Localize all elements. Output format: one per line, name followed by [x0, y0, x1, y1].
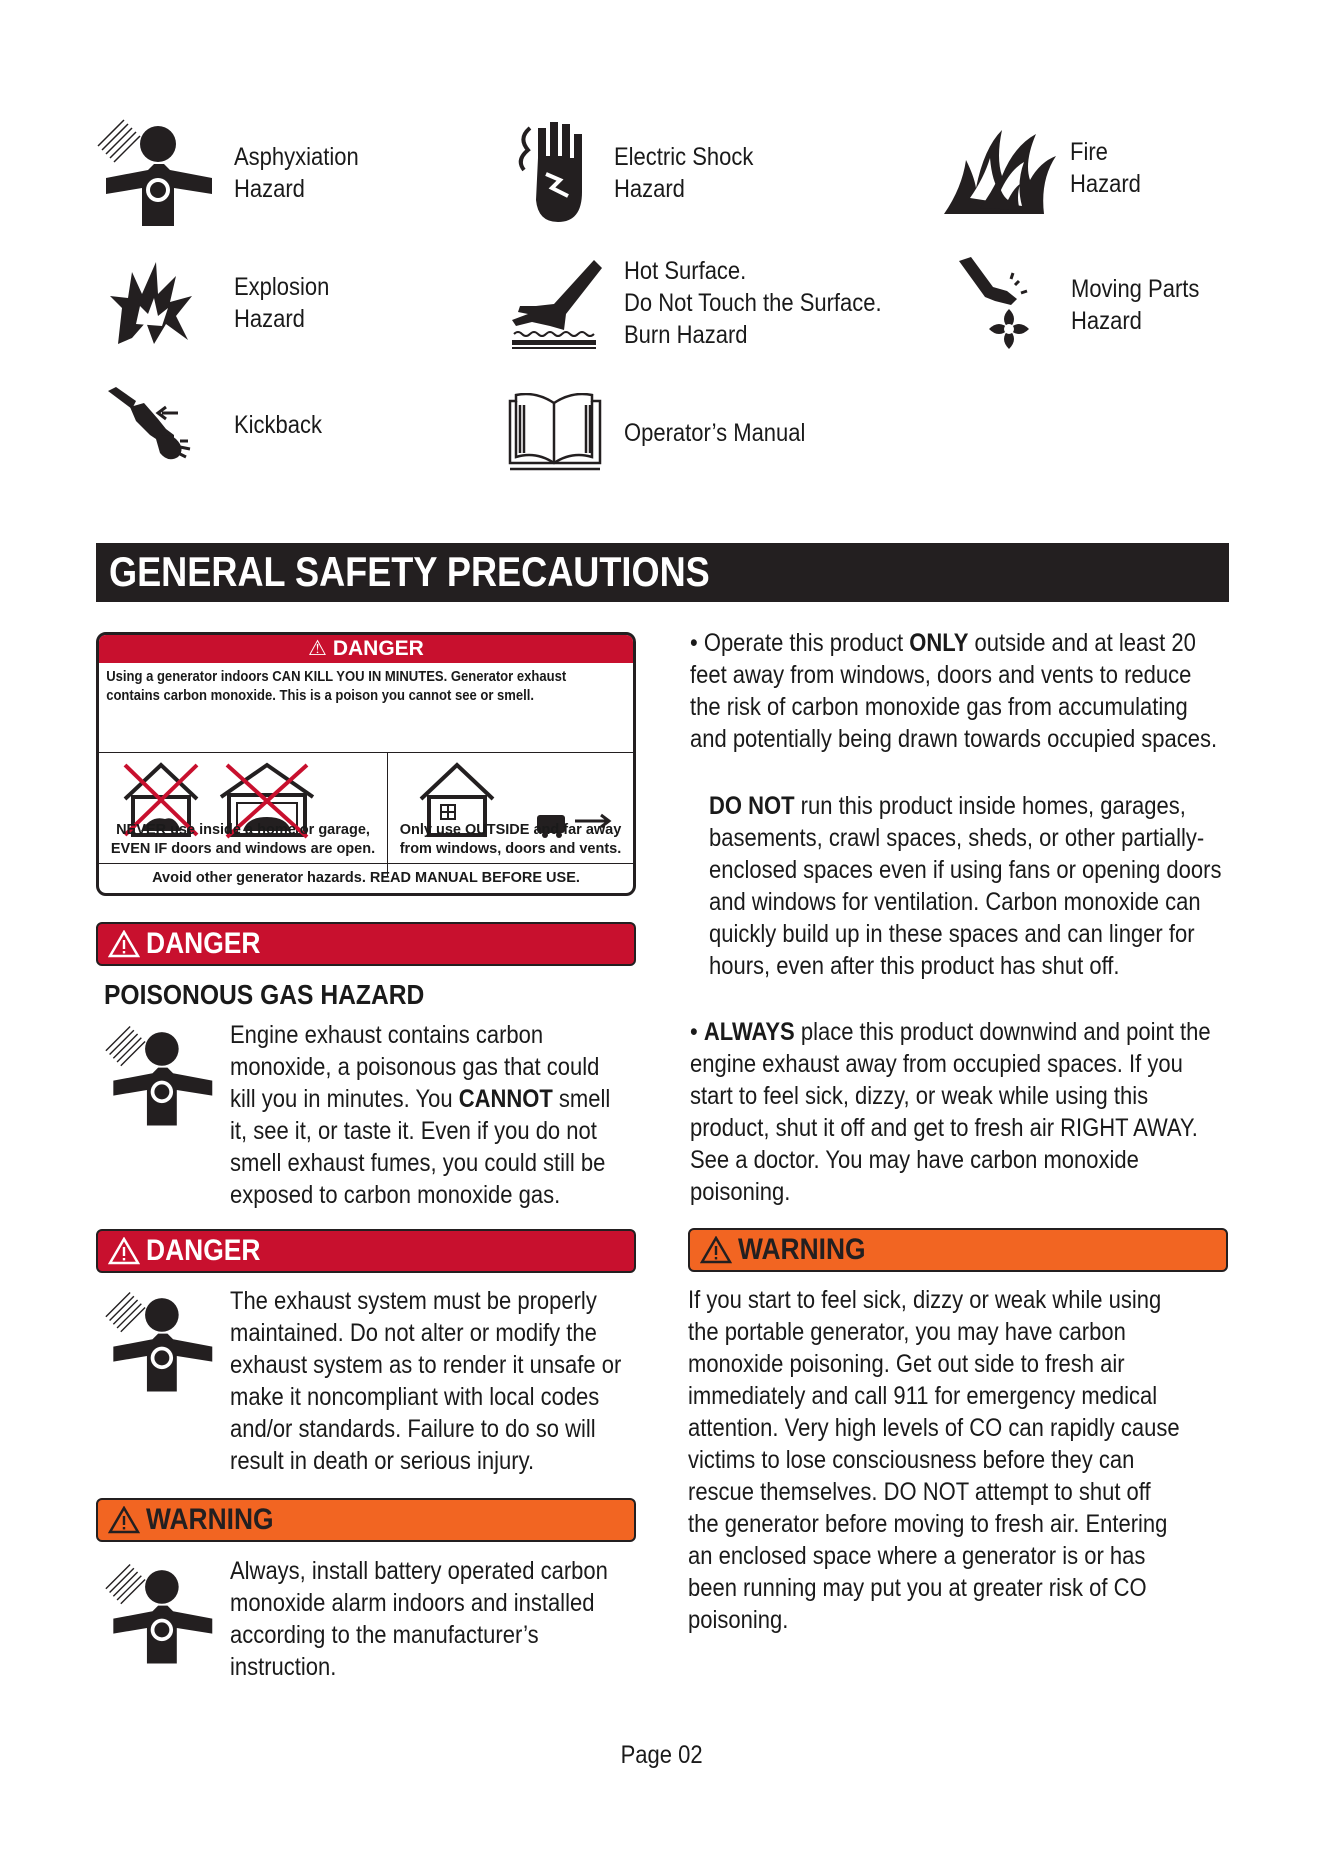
co-alarm-text: Always, install battery operated carbon monoxide alarm indoors and installed according to the manufacturer’s instruction. — [230, 1557, 608, 1681]
text-segment: run this product inside homes, garages, basements, crawl spaces, sheds, or other partially-enclosed spaces even if using fans or opening doors and windows for ventilation. Carbon monoxide can quickly build up in these spaces and can linger for hours, even after this product has shut off. — [709, 792, 1222, 980]
asphyxiation-icon — [104, 1022, 216, 1130]
warning-triangle-icon — [108, 1237, 140, 1265]
text-segment: outside and at least 20 feet away from windows, doors and vents to reduce the risk of carbon monoxide gas from accumulating and potentially being drawn towards occupied spaces. — [690, 629, 1218, 753]
explosion-icon — [96, 258, 216, 348]
text-segment: place this product downwind and point the engine exhaust away from occupied spaces. If you start to feel sick, dizzy, or weak while using this product, shut it off and get to fresh air RIGHT AWAY. See a doctor. You may have carbon monoxide poisoning. — [690, 1018, 1211, 1206]
warning-triangle-icon: ⚠ — [308, 637, 327, 660]
warning-triangle-icon — [700, 1236, 732, 1264]
bullet-point: • — [690, 1018, 698, 1046]
bullet-operate-outside — [690, 627, 1227, 755]
text-emphasis: ALWAYS — [703, 1018, 795, 1046]
danger-label-header-text: DANGER — [332, 637, 424, 660]
danger-alert-bar — [96, 922, 636, 966]
poisonous-gas-text — [230, 1019, 626, 1211]
text-segment: Engine exhaust contains carbon monoxide, a poisonous gas that could kill you in minutes. You — [230, 1021, 600, 1113]
symbol-fire — [940, 118, 1151, 218]
fire-icon — [940, 118, 1060, 218]
danger-label — [96, 632, 636, 896]
bullet-point: • — [690, 629, 698, 657]
symbol-label: Asphyxiation Hazard — [234, 143, 359, 203]
warning-alert-bar — [96, 1498, 636, 1542]
asphyxiation-icon — [96, 118, 216, 228]
section-banner — [96, 543, 1229, 602]
divider — [99, 752, 633, 753]
signal-word: DANGER — [146, 927, 261, 960]
symbol-asphyxiation — [96, 118, 376, 228]
danger-alert-bar — [96, 1229, 636, 1273]
text-emphasis: DO NOT — [709, 792, 795, 820]
exhaust-system-text: The exhaust system must be properly maintained. Do not alter or modify the exhaust system as to render it unsafe or make it noncompliant with local codes and/or standards. Failure to do so will result in death or serious injury. — [230, 1287, 622, 1475]
danger-label-footer: Avoid other generator hazards. READ MANUAL BEFORE USE. — [152, 870, 580, 886]
symbol-electric-shock — [510, 118, 772, 228]
symbol-label: Explosion Hazard — [234, 273, 330, 333]
banner-title: GENERAL SAFETY PRECAUTIONS — [109, 548, 710, 595]
signal-word: DANGER — [146, 1234, 261, 1267]
symbol-label: Moving Parts Hazard — [1071, 275, 1200, 335]
text-segment: smell it, see it, or taste it. Even if you do not smell exhaust fumes, you could still be exposed to carbon monoxide gas. — [230, 1085, 611, 1209]
text-emphasis: ONLY — [909, 629, 969, 657]
symbol-explosion — [96, 258, 342, 348]
symbol-operators-manual — [506, 393, 830, 473]
warning-triangle-icon — [108, 930, 140, 958]
symbol-label: Electric Shock Hazard — [614, 143, 754, 203]
asphyxiation-icon — [104, 1288, 216, 1396]
danger-label-header — [99, 635, 633, 663]
moving-parts-icon — [955, 255, 1055, 355]
text-emphasis: CANNOT — [458, 1085, 553, 1113]
operators-manual-icon — [506, 393, 606, 473]
warning-triangle-icon — [108, 1506, 140, 1534]
symbol-label: Fire Hazard — [1070, 138, 1141, 198]
signal-word: WARNING — [146, 1503, 274, 1536]
symbol-hot-surface — [506, 255, 917, 351]
symbol-label: Hot Surface. Do Not Touch the Surface. Burn Hazard — [624, 257, 882, 349]
symbol-kickback — [96, 385, 334, 465]
text-segment: Operate this product — [703, 629, 910, 657]
hot-surface-icon — [506, 256, 606, 351]
symbol-label: Kickback — [234, 411, 323, 439]
kickback-icon — [96, 385, 216, 465]
page-number — [0, 1741, 1324, 1770]
symbol-moving-parts — [955, 255, 1217, 355]
poisonous-gas-heading: POISONOUS GAS HAZARD — [104, 979, 425, 1010]
danger-label-text: Using a generator indoors CAN KILL YOU IN MINUTES. Generator exhaust contains carbon monoxide. This is a poison you cannot see or smell. — [106, 669, 567, 704]
do-not-run-inside-text — [709, 790, 1228, 982]
danger-label-left-caption: NEVER use inside a home or garage, EVEN IF doors and windows are open. — [110, 822, 376, 857]
symbol-label: Operator’s Manual — [624, 419, 806, 447]
danger-label-right-caption: Only use OUTSIDE and far away from windows, doors and vents. — [399, 822, 622, 857]
page-number-text: Page 02 — [621, 1741, 703, 1769]
asphyxiation-icon — [104, 1560, 216, 1668]
signal-word: WARNING — [738, 1233, 866, 1266]
electric-shock-icon — [510, 118, 600, 228]
warning-alert-bar — [688, 1228, 1228, 1272]
bullet-always-downwind — [690, 1016, 1227, 1208]
feel-sick-warning-text: If you start to feel sick, dizzy or weak while using the portable generator, you may have carbon monoxide poisoning. Get out side to fresh air immediately and call 911 for emergency medical attention. Very high levels of CO can rapidly cause victims to lose consciousness before they can rescue themselves. DO NOT attempt to shut off the generator before moving to fresh air. Entering an enclosed space where a generator is or has been running may put you at greater risk of CO poisoning. — [688, 1286, 1180, 1634]
